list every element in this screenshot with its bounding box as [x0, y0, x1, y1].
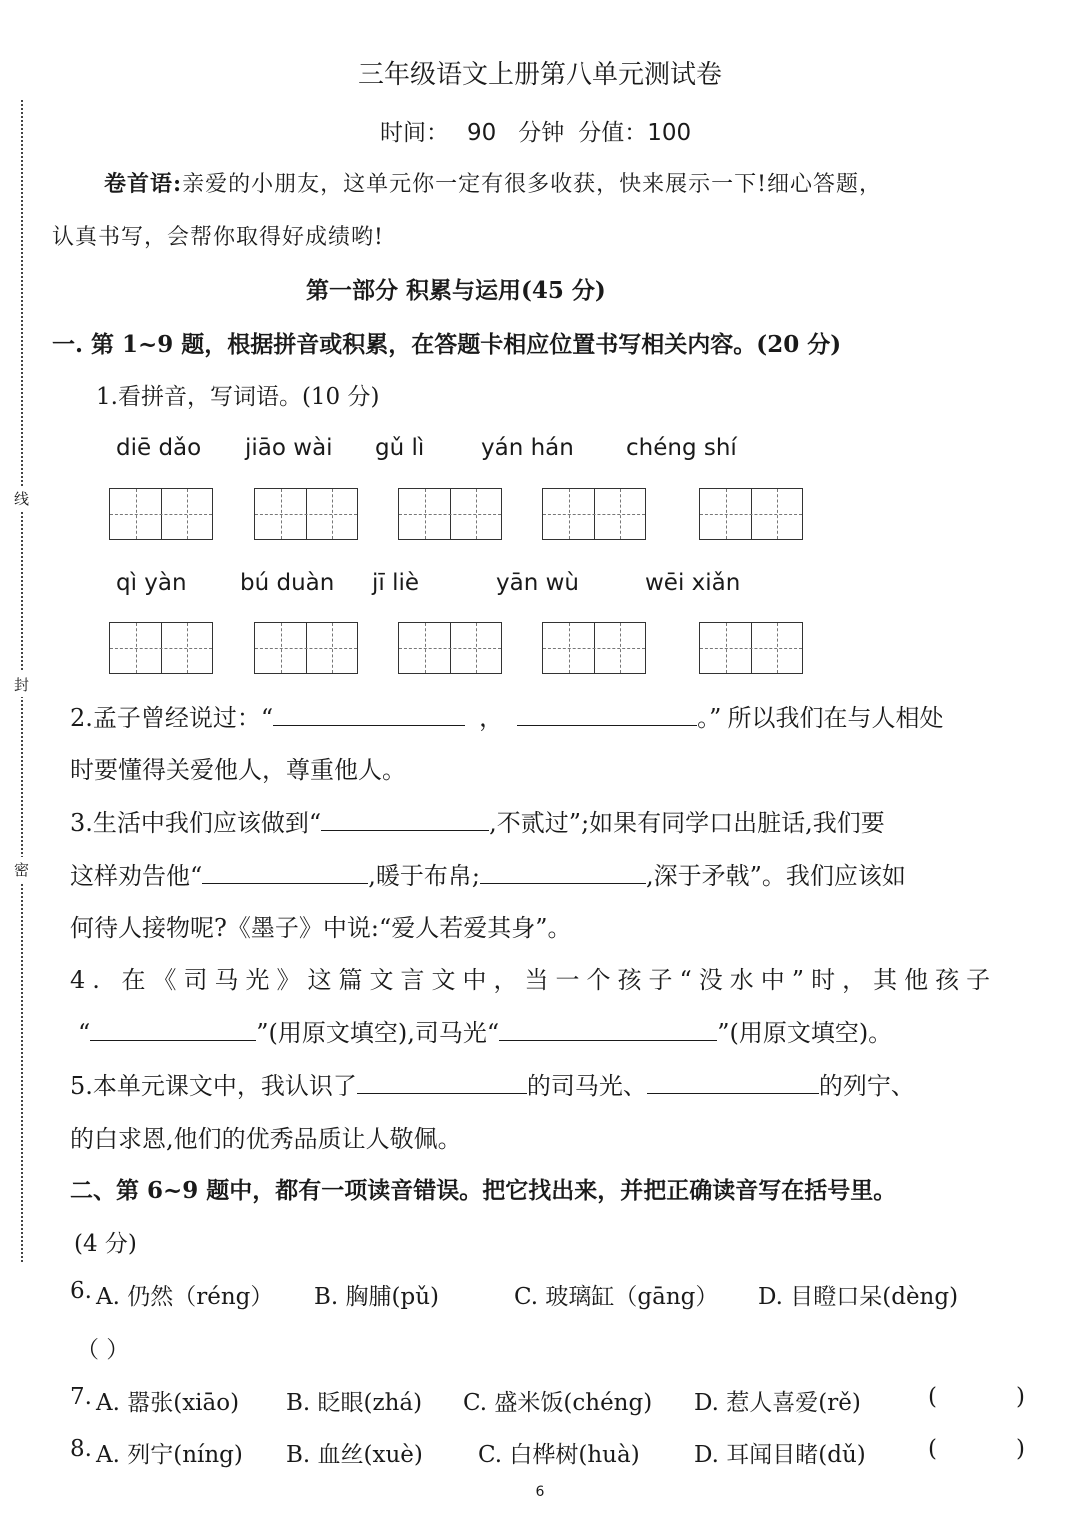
- margin-char-feng: 封: [14, 672, 29, 697]
- q2-blank-1[interactable]: [273, 703, 465, 726]
- q5-mid: 的司马光、: [526, 1072, 647, 1100]
- writing-grid[interactable]: [542, 488, 646, 540]
- pinyin-row1-4: yán hán: [481, 435, 574, 461]
- pinyin-row1-5: chéng shí: [626, 435, 737, 461]
- q7-option-d[interactable]: D. 惹人喜爱(rě): [694, 1390, 861, 1416]
- q3-line-2: [70, 856, 906, 891]
- q4-end: ”(用原文填空)。: [717, 1019, 893, 1047]
- q2-line-1: [70, 698, 943, 733]
- q8-number: 8.: [70, 1436, 92, 1462]
- q8-answer-close[interactable]: ): [1016, 1436, 1025, 1462]
- q7-number: 7.: [70, 1384, 92, 1410]
- q6-answer-parens[interactable]: （ ）: [76, 1337, 130, 1363]
- writing-grid[interactable]: [398, 488, 502, 540]
- pinyin-row2-2: bú duàn: [240, 570, 335, 596]
- section1-title: 一. 第 1~9 题，根据拼音或积累，在答题卡相应位置书写相关内容。(20 分): [52, 331, 842, 358]
- part1-title: 第一部分 积累与运用(45 分): [306, 277, 606, 304]
- q4-blank-1[interactable]: [90, 1018, 256, 1041]
- q6-option-b[interactable]: B. 胸脯(pǔ): [314, 1284, 440, 1310]
- q2-sep: ，: [479, 704, 504, 732]
- q6-option-a[interactable]: A. 仍然（réng）: [96, 1284, 274, 1310]
- writing-grid[interactable]: [254, 488, 358, 540]
- q2-blank-2[interactable]: [517, 703, 697, 726]
- q6-option-d[interactable]: D. 目瞪口呆(dèng): [758, 1284, 959, 1310]
- q3-line-3: 何待人接物呢?《墨子》中说:“爱人若爱其身”。: [70, 914, 572, 942]
- q3-blank-3[interactable]: [480, 861, 646, 884]
- time-value: 90: [467, 120, 497, 146]
- writing-grid[interactable]: [699, 622, 803, 674]
- q2-tail: 所以我们在与人相处: [727, 704, 944, 732]
- q5-end: 的列宁、: [818, 1072, 915, 1100]
- intro-line-1: [104, 167, 882, 198]
- pinyin-row2-3: jī liè: [372, 570, 420, 596]
- writing-grid[interactable]: [542, 622, 646, 674]
- q4-open: “: [78, 1019, 91, 1047]
- pinyin-row1-1: diē dǎo: [116, 435, 202, 461]
- q8-answer-open[interactable]: (: [928, 1436, 937, 1462]
- intro-text-1: 亲爱的小朋友，这单元你一定有很多收获，快来展示一下!细心答题，: [182, 172, 882, 197]
- q5-line-1: [70, 1066, 915, 1101]
- intro-label: 卷首语:: [104, 171, 183, 197]
- pinyin-row1-3: gǔ lì: [375, 435, 425, 461]
- q8-option-c[interactable]: C. 白桦树(huà): [478, 1442, 640, 1468]
- q7-answer-open[interactable]: (: [928, 1384, 937, 1410]
- q3-line2-prefix: 这样劝告他“: [70, 862, 203, 890]
- q3-prefix: 3.生活中我们应该做到“: [70, 809, 322, 837]
- section2-score: (4 分): [74, 1231, 137, 1257]
- pinyin-row2-5: wēi xiǎn: [645, 570, 741, 596]
- q4-mid: ”(用原文填空),司马光“: [256, 1019, 500, 1047]
- margin-char-xian: 线: [14, 486, 29, 511]
- pinyin-row2-1: qì yàn: [116, 570, 187, 596]
- margin-char-mi: 密: [14, 857, 29, 882]
- q8-option-b[interactable]: B. 血丝(xuè): [286, 1442, 423, 1468]
- writing-grid[interactable]: [254, 622, 358, 674]
- pinyin-row2-4: yān wù: [496, 570, 579, 596]
- q7-option-a[interactable]: A. 嚣张(xiāo): [96, 1390, 240, 1416]
- q7-option-c[interactable]: C. 盛米饭(chéng): [463, 1390, 653, 1416]
- q6-option-c[interactable]: C. 玻璃缸（gāng）: [514, 1284, 719, 1310]
- q2-end-mark: 。”: [697, 704, 722, 732]
- q3-blank-1[interactable]: [321, 808, 489, 831]
- q8-option-a[interactable]: A. 列宁(níng): [96, 1442, 243, 1468]
- score-value: 100: [647, 120, 692, 146]
- q3-blank-2[interactable]: [202, 861, 368, 884]
- q4-line-1: 4. 在《司马光》这篇文言文中，当一个孩子“没水中”时，其他孩子: [70, 966, 998, 994]
- q7-answer-close[interactable]: ): [1016, 1384, 1025, 1410]
- q2-line-2: 时要懂得关爱他人，尊重他人。: [70, 756, 406, 784]
- writing-grid[interactable]: [109, 488, 213, 540]
- q4-blank-2[interactable]: [499, 1018, 717, 1041]
- q6-number: 6.: [70, 1278, 92, 1304]
- page-title: 三年级语文上册第八单元测试卷: [357, 60, 722, 90]
- writing-grid[interactable]: [398, 622, 502, 674]
- time-unit: 分钟: [518, 120, 565, 146]
- time-label: 时间：: [380, 120, 449, 146]
- q5-blank-1[interactable]: [357, 1071, 527, 1094]
- q1-title: 1.看拼音，写词语。(10 分): [96, 384, 380, 410]
- q3-after1: ,不贰过”;如果有同学口出脏话,我们要: [489, 809, 885, 837]
- score-label: 分值：: [578, 120, 648, 146]
- q5-blank-2[interactable]: [647, 1071, 819, 1094]
- intro-line-2: 认真书写，会帮你取得好成绩哟!: [52, 225, 384, 250]
- q4-line-2: [78, 1013, 892, 1048]
- q3-line2-mid: ,暖于布帛;: [368, 862, 480, 890]
- page-number: 6: [535, 1484, 545, 1500]
- section2-title: 二、第 6~9 题中，都有一项读音错误。把它找出来，并把正确读音写在括号里。: [70, 1177, 897, 1204]
- q3-line-1: [70, 803, 885, 838]
- q5-line-2: 的白求恩,他们的优秀品质让人敬佩。: [70, 1125, 462, 1153]
- writing-grid[interactable]: [109, 622, 213, 674]
- q5-prefix: 5.本单元课文中，我认识了: [70, 1072, 357, 1100]
- q7-option-b[interactable]: B. 眨眼(zhá): [286, 1390, 423, 1416]
- writing-grid[interactable]: [699, 488, 803, 540]
- time-score-line: [380, 114, 691, 147]
- q2-prefix: 2.孟子曾经说过：“: [70, 704, 274, 732]
- q3-line2-end: ,深于矛戟”。我们应该如: [646, 862, 906, 890]
- pinyin-row1-2: jiāo wài: [245, 435, 333, 461]
- q8-option-d[interactable]: D. 耳闻目睹(dǔ): [694, 1442, 866, 1468]
